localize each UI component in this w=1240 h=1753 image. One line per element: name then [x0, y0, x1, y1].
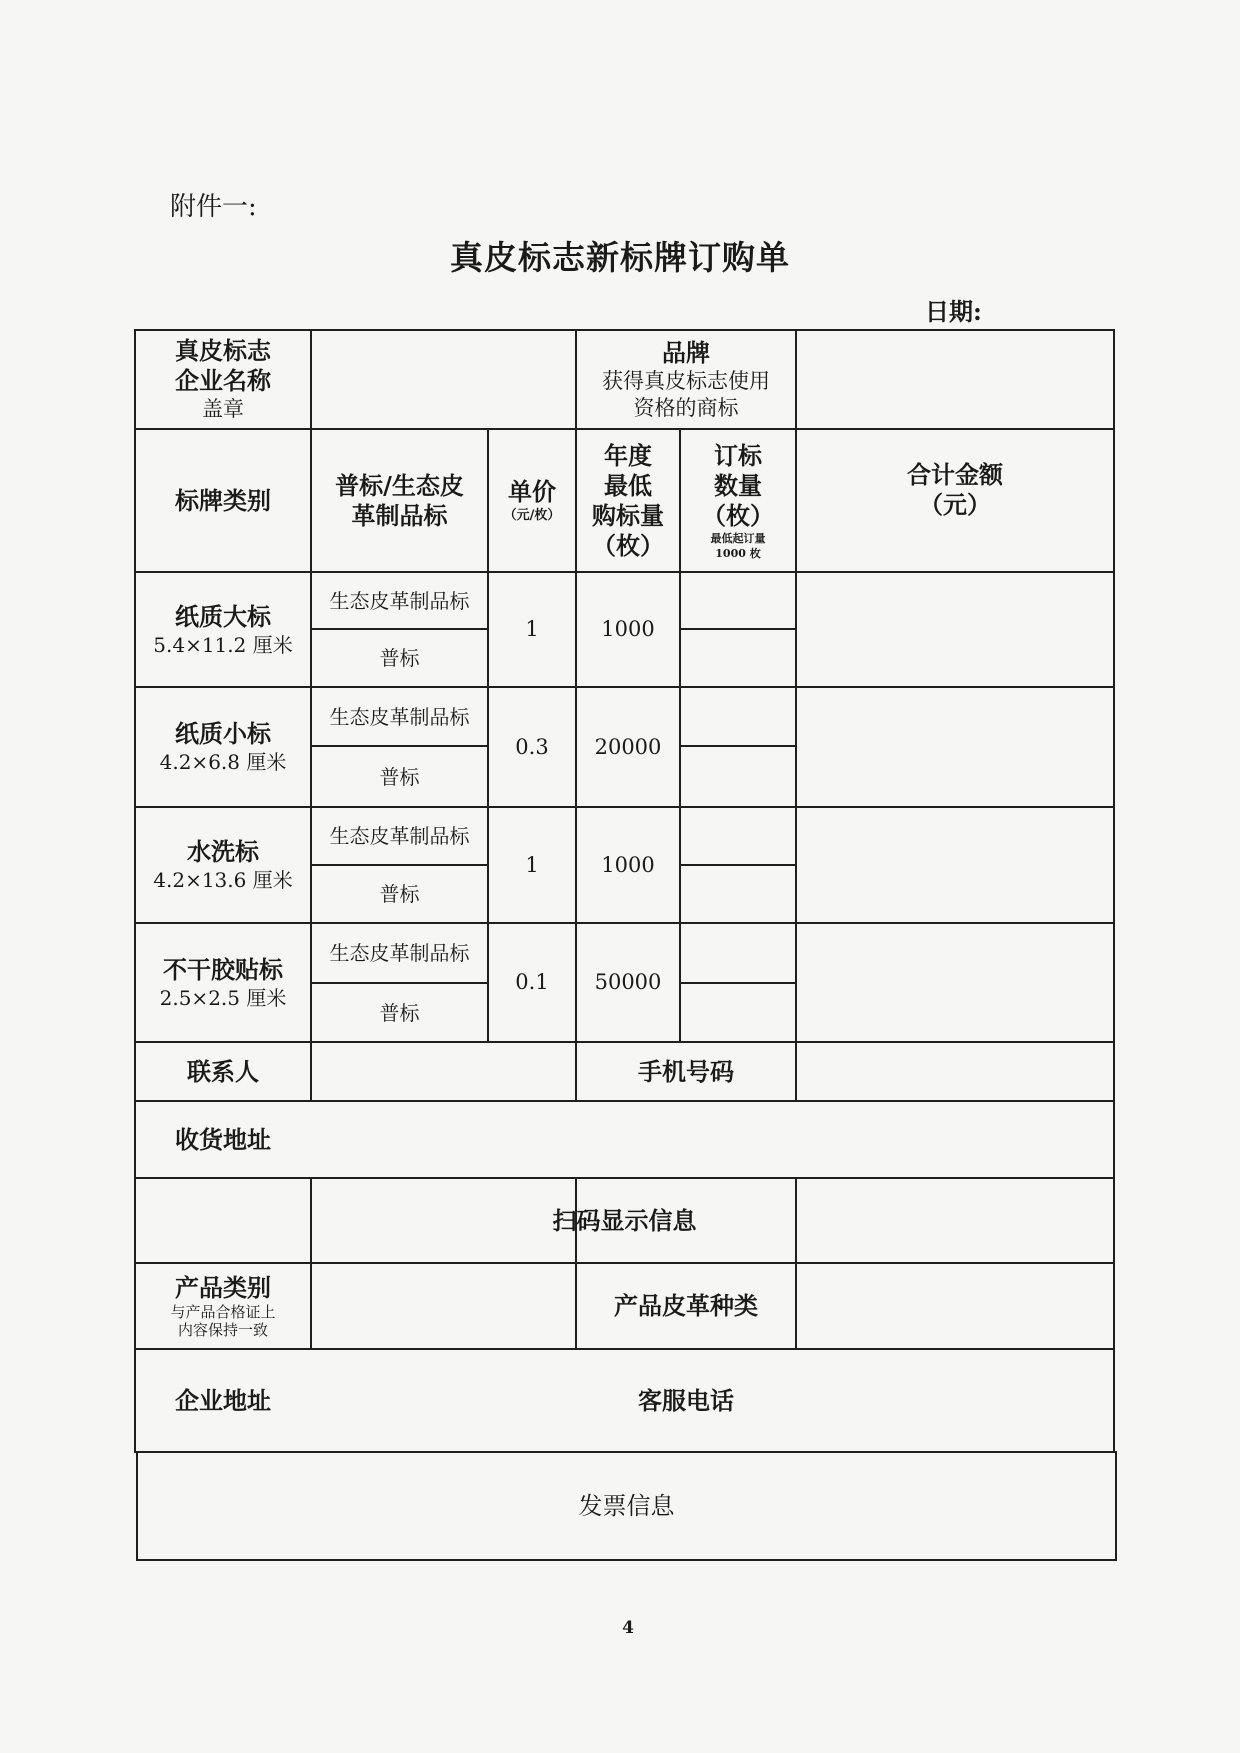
- label-type-eco: 生态皮革制品标: [329, 941, 470, 965]
- invoice-info-field[interactable]: 发票信息: [578, 1492, 675, 1520]
- unit-price: 1: [525, 852, 539, 877]
- unit-price: 1: [525, 617, 539, 641]
- min-quantity: 1000: [601, 852, 655, 877]
- brand-field[interactable]: [797, 331, 1113, 428]
- contact-person-field[interactable]: [312, 1043, 575, 1100]
- label-type-eco: 生态皮革制品标: [329, 824, 470, 848]
- label-type-normal: 普标: [379, 646, 420, 670]
- order-quantity-eco-field[interactable]: [681, 808, 795, 864]
- date-label: 日期:: [925, 297, 982, 326]
- label-type-normal: 普标: [379, 1000, 420, 1025]
- table-row-category: 纸质大标 5.4×11.2 厘米: [153, 601, 293, 657]
- page-number: 4: [622, 1618, 634, 1638]
- order-quantity-normal-field[interactable]: [681, 866, 795, 922]
- min-quantity: 50000: [594, 970, 662, 994]
- attachment-label: 附件一:: [170, 192, 257, 222]
- table-line: [136, 1559, 1117, 1561]
- table-row-category: 纸质小标 4.2×6.8 厘米: [159, 719, 287, 774]
- total-amount-field[interactable]: [797, 808, 1113, 922]
- table-line: [1113, 329, 1115, 1453]
- shipping-address-field[interactable]: [312, 1102, 1113, 1177]
- company-address-field[interactable]: [312, 1350, 575, 1451]
- min-quantity: 20000: [594, 734, 662, 759]
- column-header-min-quantity: 年度 最低 购标量 （枚）: [592, 440, 664, 560]
- total-amount-field[interactable]: [797, 688, 1113, 806]
- table-line: [1115, 1451, 1117, 1561]
- company-address-label: 企业地址: [175, 1385, 271, 1415]
- order-quantity-normal-field[interactable]: [681, 984, 795, 1041]
- order-quantity-eco-field[interactable]: [681, 688, 795, 745]
- table-row-category: 水洗标 4.2×13.6 厘米: [153, 837, 293, 892]
- product-category-field[interactable]: [312, 1264, 575, 1348]
- total-amount-field[interactable]: [797, 573, 1113, 686]
- service-phone-label: 客服电话: [638, 1385, 734, 1415]
- label-type-eco: 生态皮革制品标: [329, 588, 470, 613]
- label-type-normal: 普标: [379, 882, 420, 906]
- column-header-category: 标牌类别: [175, 485, 271, 515]
- min-quantity: 1000: [601, 617, 655, 641]
- company-name-label: 真皮标志 企业名称 盖章: [175, 336, 271, 421]
- column-header-order-quantity: 订标 数量 （枚） 最低起订量 1000 枚: [702, 440, 774, 560]
- order-quantity-normal-field[interactable]: [681, 747, 795, 806]
- table-row-category: 不干胶贴标 2.5×2.5 厘米: [159, 954, 287, 1010]
- scan-info-title: 扫码显示信息: [552, 1205, 697, 1235]
- contact-person-label: 联系人: [187, 1056, 259, 1086]
- brand-label: 品牌 获得真皮标志使用 资格的商标: [602, 337, 770, 420]
- unit-price: 0.1: [515, 970, 549, 994]
- column-header-total: 合计金额 （元）: [907, 460, 1003, 519]
- leather-type-field[interactable]: [797, 1264, 1113, 1348]
- column-header-price: 单价 （元/枚）: [503, 477, 561, 523]
- mobile-phone-label: 手机号码: [638, 1056, 734, 1086]
- shipping-address-label: 收货地址: [175, 1124, 271, 1154]
- form-title: 真皮标志新标牌订购单: [450, 238, 790, 277]
- company-name-field[interactable]: [312, 331, 575, 428]
- order-quantity-normal-field[interactable]: [681, 630, 795, 686]
- order-quantity-eco-field[interactable]: [681, 924, 795, 982]
- leather-type-label: 产品皮革种类: [614, 1291, 758, 1320]
- unit-price: 0.3: [515, 734, 549, 759]
- mobile-phone-field[interactable]: [797, 1043, 1113, 1100]
- total-amount-field[interactable]: [797, 924, 1113, 1041]
- product-category-label: 产品类别 与产品合格证上 内容保持一致: [170, 1273, 276, 1339]
- label-type-eco: 生态皮革制品标: [329, 704, 470, 729]
- order-quantity-eco-field[interactable]: [681, 573, 795, 628]
- column-header-type: 普标/生态皮 革制品标: [335, 470, 464, 530]
- label-type-normal: 普标: [379, 764, 420, 789]
- service-phone-field[interactable]: [797, 1350, 1113, 1451]
